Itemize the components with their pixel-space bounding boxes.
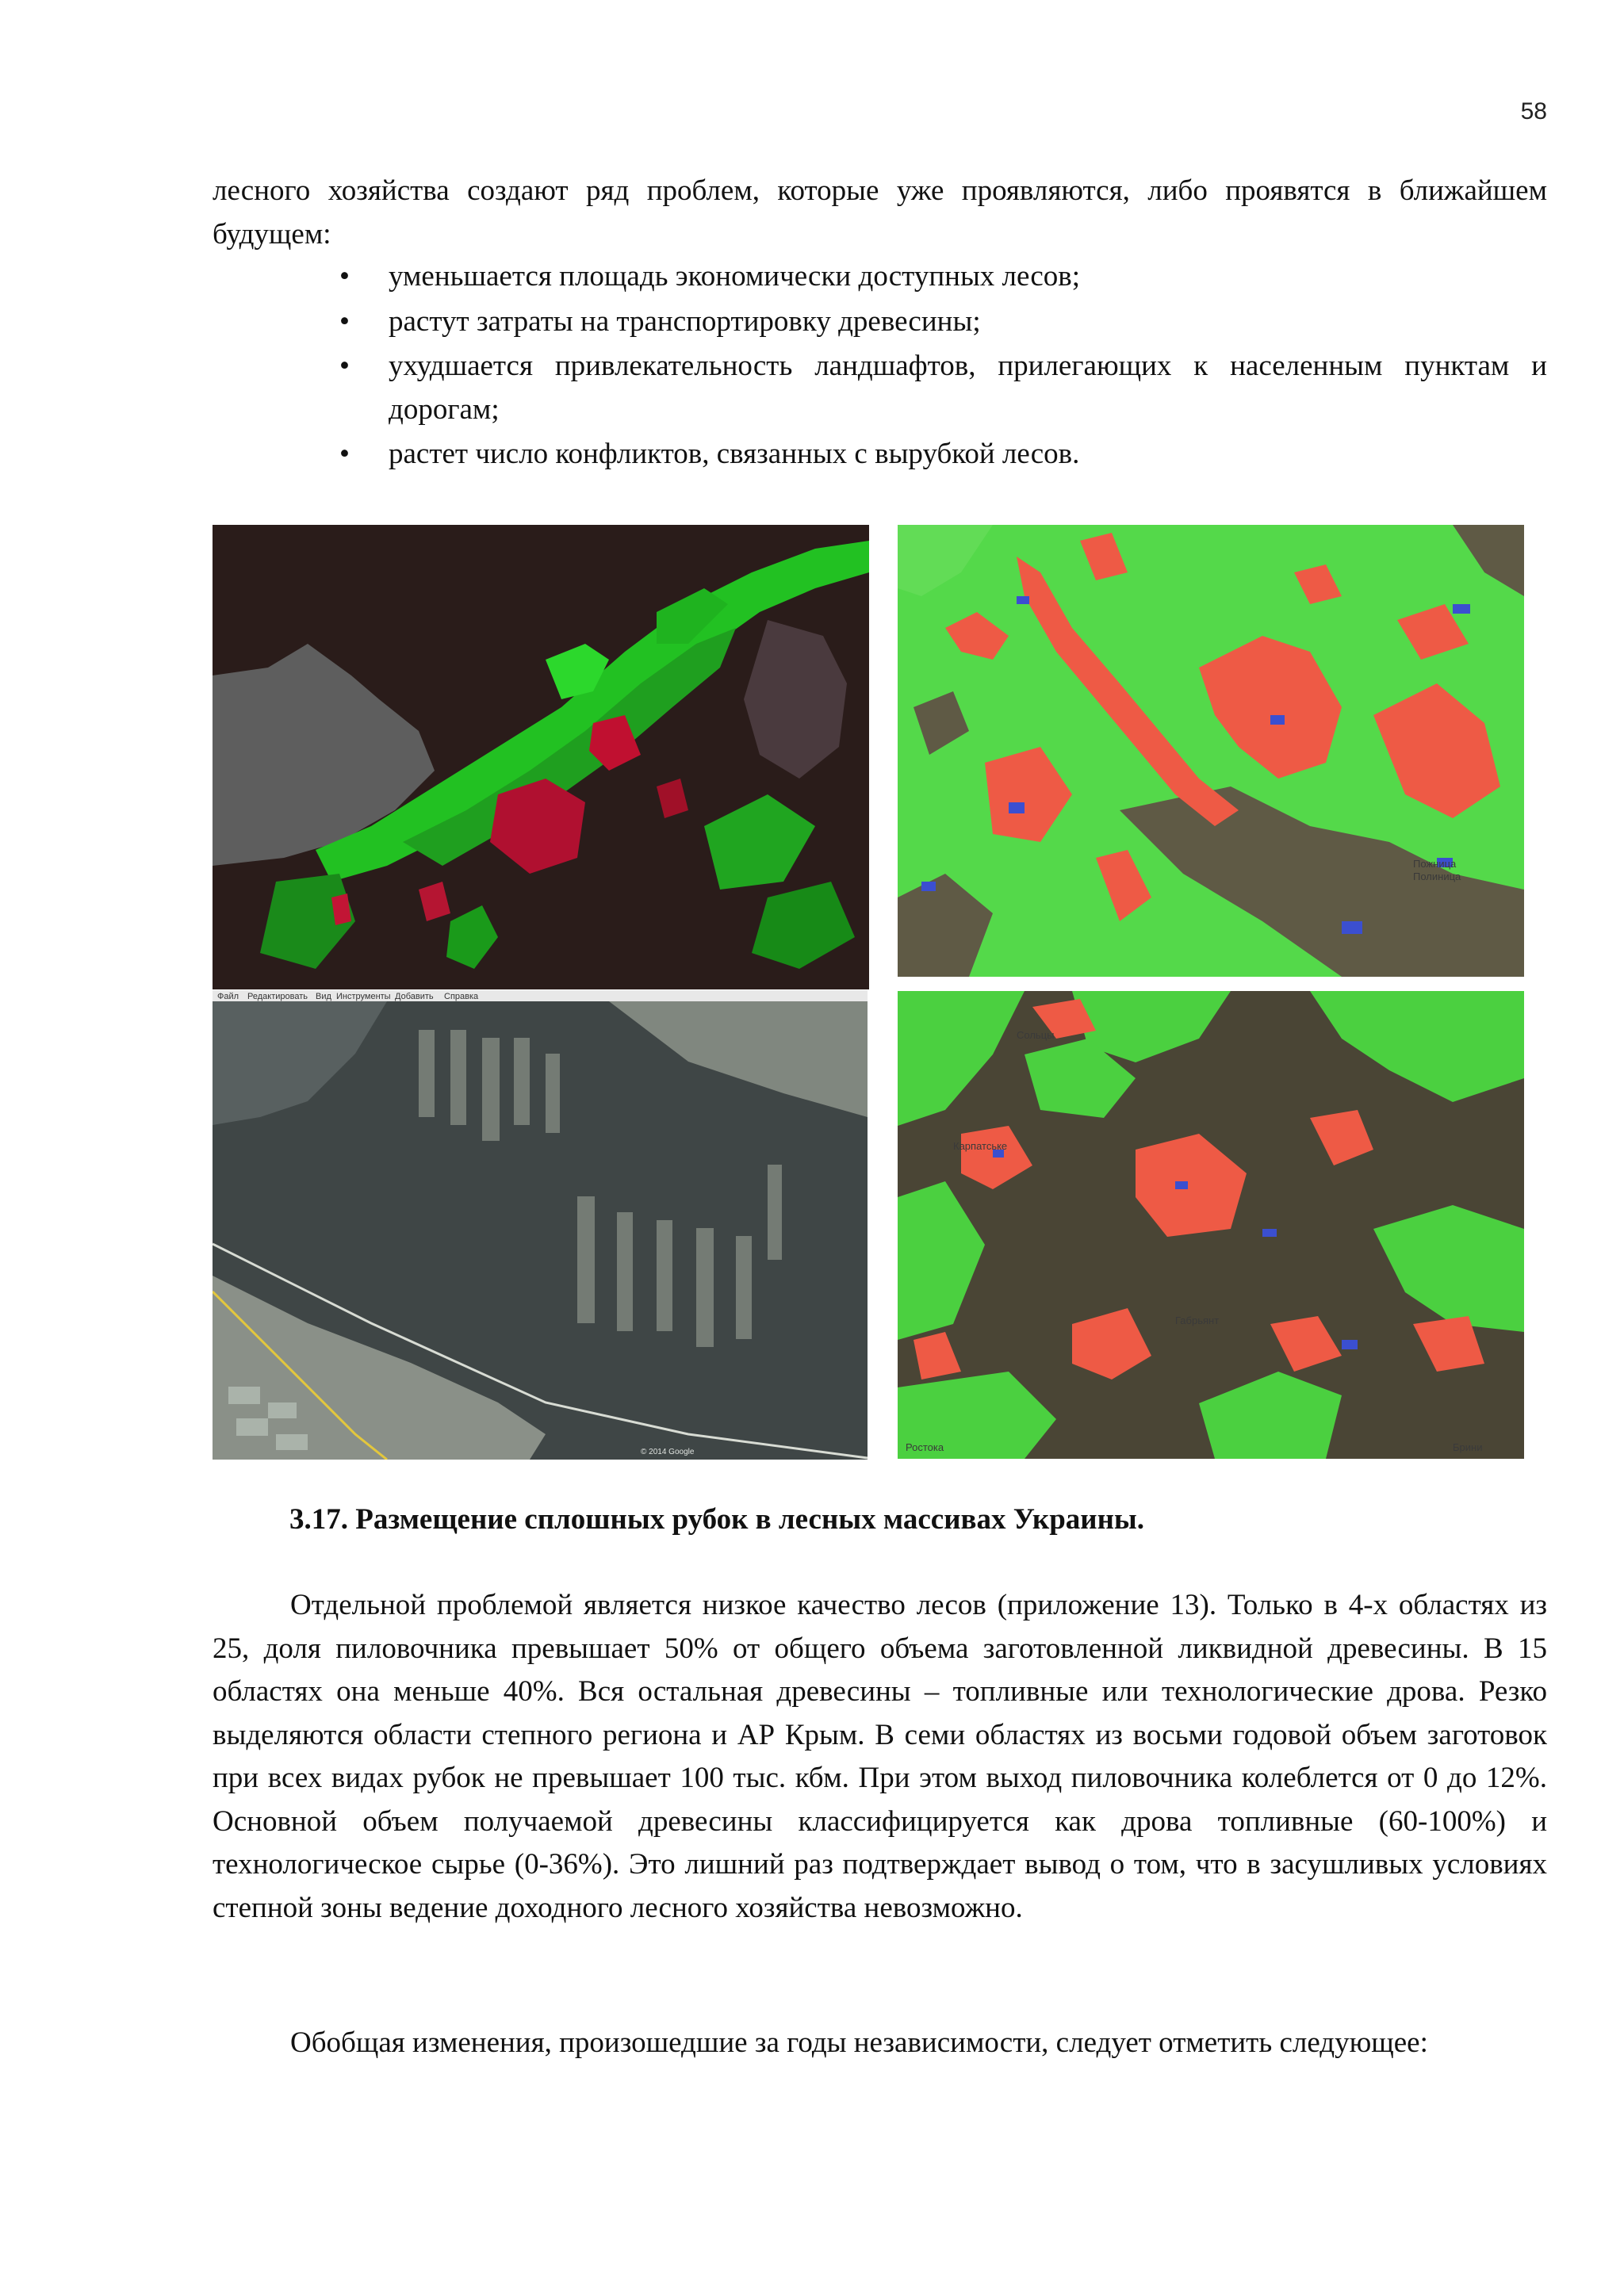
paragraph-text: Обобщая изменения, произошедшие за годы независимости, следует отметить следующее: [290, 2026, 1428, 2059]
bullet-icon: • [339, 438, 350, 470]
body-paragraph [213, 1584, 1547, 1930]
map-label: Сольцы [1017, 1029, 1055, 1041]
aerial-photo-clearcuts [213, 990, 868, 1460]
map-label: Габрьянт [1175, 1314, 1220, 1326]
intro-text: лесного хозяйства создают ряд проблем, которые уже проявляются, либо проявятся в ближайшем будущем: [213, 174, 1547, 251]
menu-item: Справка [444, 992, 479, 1001]
list-item-text: растет число конфликтов, связанных с вырубкой лесов. [389, 438, 1080, 470]
list-item [213, 433, 1547, 476]
page-number: 58 [1520, 98, 1547, 124]
satellite-change-map-river [213, 525, 869, 989]
list-item [213, 255, 1547, 299]
bullet-list [213, 255, 1547, 476]
bullet-icon: • [339, 304, 350, 338]
list-item-text: ухудшается привлекательность ландшафтов, прилегающих к населенным пунктам и дорогам; [389, 350, 1547, 426]
bullet-icon: • [339, 350, 350, 382]
menu-item: Инструменты [336, 992, 391, 1001]
bullet-icon: • [339, 260, 350, 293]
menu-item: Вид [316, 992, 331, 1001]
paragraph-text: Отдельной проблемой является низкое качество лесов (приложение 13). Только в 4-х областях из 25, доля пиловочника превышает 50% от общего объема заготовленной ликвидной древесины. В 15 областях она меньше 40%. Вся остальная древесины – топливные или технологические дрова. Резко выделяются области степного региона и АР Крым. В семи областях из восьми годовой объем заготовок при всех видах рубок не превышает 100 тыс. кбм. При этом выход пиловочника колеблется от 0 до 12%. Основной объем получаемой древесины классифицируется как дрова топливные (60-100%) и технологическое сырье (0-36%). Это лишний раз подтверждает вывод о том, что в засушливых условиях степной зоны ведение доходного лесного хозяйства невозможно. [213, 1589, 1547, 1924]
menu-item: Редактировать [247, 992, 308, 1001]
map-label: Полиница [1413, 871, 1461, 882]
forest-loss-map-dark [898, 991, 1524, 1459]
list-item-text: уменьшается площадь экономически доступных лесов; [389, 260, 1081, 293]
map-label: Ростока [906, 1441, 944, 1453]
menu-item: Добавить [395, 992, 434, 1001]
map-label: Брини [1453, 1441, 1483, 1453]
figure-satellite-maps [213, 525, 1525, 1459]
menu-item: Файл [217, 992, 239, 1001]
list-item-text: растут затраты на транспортировку древесины; [389, 304, 981, 338]
section-title: 3.17. Размещение сплошных рубок в лесных массивах Украины. [289, 1503, 1145, 1536]
forest-loss-map-green-red [898, 525, 1524, 977]
map-label: Карпатське [953, 1140, 1008, 1152]
copyright-text: © 2014 Google [641, 1448, 695, 1456]
list-item [213, 345, 1547, 431]
map-label: Пожница [1413, 858, 1457, 870]
intro-paragraph [213, 170, 1547, 256]
list-item [213, 300, 1547, 344]
body-paragraph [213, 2022, 1547, 2065]
